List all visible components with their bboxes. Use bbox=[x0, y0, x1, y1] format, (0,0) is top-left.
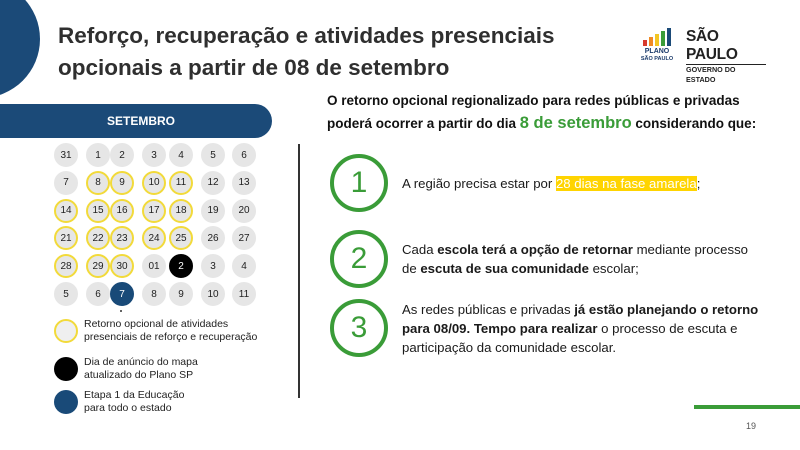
calendar-day: 8 bbox=[142, 282, 166, 306]
number-circle: 1 bbox=[330, 154, 388, 212]
calendar-day: 20 bbox=[232, 199, 256, 223]
point-text-segment: As redes públicas e privadas bbox=[402, 301, 575, 317]
point-text-segment: ; bbox=[696, 175, 701, 191]
calendar-day: 11 bbox=[232, 282, 256, 306]
point-text-segment: já estão planejando o retorno para 08/09. Tempo para realizar bbox=[402, 301, 759, 336]
calendar-day: 10 bbox=[201, 282, 225, 306]
calendar-day: 24 bbox=[142, 226, 166, 250]
intro-before: O retorno opcional regionalizado para redes públicas e privadas poderá ocorrer a partir do dia bbox=[327, 93, 740, 131]
plano-sp-logo bbox=[640, 28, 674, 62]
intro-text bbox=[327, 90, 777, 135]
calendar-day: 14 bbox=[54, 199, 78, 223]
bottom-accent-line bbox=[694, 405, 800, 409]
point-text-segment: A região precisa estar por bbox=[402, 175, 556, 191]
point-item bbox=[330, 154, 762, 212]
yellow-ring-swatch bbox=[54, 319, 78, 343]
calendar-day: 6 bbox=[86, 282, 110, 306]
calendar-day: 7 bbox=[54, 171, 78, 195]
calendar-day: 10 bbox=[142, 171, 166, 195]
calendar-day: 16 bbox=[110, 199, 134, 223]
point-text bbox=[402, 240, 762, 278]
page-title bbox=[58, 20, 578, 84]
calendar-day: 22 bbox=[86, 226, 110, 250]
legend-text-line: Etapa 1 da Educação bbox=[84, 389, 185, 401]
highlight-text: 28 dias na fase amarela bbox=[555, 175, 697, 191]
point-text-segment: escola terá a opção de retornar bbox=[437, 242, 633, 257]
legend-text-line: presenciais de reforço e recuperação bbox=[84, 331, 258, 343]
legend-text-line: Dia de anúncio do mapa bbox=[84, 356, 198, 368]
black-circle-swatch bbox=[54, 357, 78, 381]
calendar-day: 1 bbox=[86, 143, 110, 167]
intro-date-highlight: 8 de setembro bbox=[519, 114, 632, 132]
calendar-day: 26 bbox=[201, 226, 225, 250]
calendar-day: 30 bbox=[110, 254, 134, 278]
vertical-divider bbox=[298, 144, 300, 398]
point-text-segment: o processo de escuta e participação da comunidade escolar. bbox=[402, 320, 738, 355]
calendar-day: 3 bbox=[201, 254, 225, 278]
point-text-segment: mediante processo de bbox=[402, 242, 748, 276]
point-item bbox=[330, 230, 762, 288]
intro-after: considerando que: bbox=[631, 116, 757, 131]
calendar-day: 3 bbox=[142, 143, 166, 167]
number-circle: 2 bbox=[330, 230, 388, 288]
calendar-day: 2 bbox=[169, 254, 193, 278]
governo-logo-sub: GOVERNO DO ESTADO bbox=[686, 65, 736, 84]
number-circle: 3 bbox=[330, 299, 388, 357]
legend-text-line: atualizado do Plano SP bbox=[84, 369, 194, 381]
calendar-day: 6 bbox=[232, 143, 256, 167]
governo-logo-main: SÃO PAULO bbox=[686, 28, 766, 65]
dot-mark bbox=[120, 310, 122, 312]
calendar-day: 5 bbox=[54, 282, 78, 306]
calendar-day: 25 bbox=[169, 226, 193, 250]
legend-text-line: Retorno opcional de atividades bbox=[84, 318, 229, 330]
page-number: 19 bbox=[746, 421, 757, 431]
point-text bbox=[402, 174, 762, 193]
legend-item-retorno bbox=[54, 318, 284, 344]
calendar-day: 15 bbox=[86, 199, 110, 223]
calendar-day: 4 bbox=[232, 254, 256, 278]
plano-logo-word: PLANO bbox=[644, 48, 670, 55]
calendar-day: 9 bbox=[110, 171, 134, 195]
blue-circle-swatch bbox=[54, 390, 78, 414]
calendar-day: 17 bbox=[142, 199, 166, 223]
legend-item-etapa bbox=[54, 389, 284, 415]
governo-sp-logo bbox=[686, 28, 766, 84]
legend-item-anuncio bbox=[54, 356, 284, 382]
calendar-day: 27 bbox=[232, 226, 256, 250]
point-text-segment: Cada bbox=[402, 242, 438, 257]
calendar-day: 8 bbox=[86, 171, 110, 195]
plano-logo-subword: SÃO PAULO bbox=[640, 56, 674, 62]
calendar-day: 9 bbox=[169, 282, 193, 306]
calendar-day: 4 bbox=[169, 143, 193, 167]
calendar-day: 31 bbox=[54, 143, 78, 167]
title-line-1: Reforço, recuperação e atividades presenciais bbox=[58, 23, 555, 48]
month-label: SETEMBRO bbox=[106, 114, 175, 128]
point-text bbox=[402, 300, 762, 357]
month-banner bbox=[0, 104, 272, 138]
calendar-day: 28 bbox=[54, 254, 78, 278]
calendar-day: 11 bbox=[169, 171, 193, 195]
corner-decoration bbox=[0, 0, 40, 98]
calendar-day: 23 bbox=[110, 226, 134, 250]
plano-bars-icon bbox=[643, 28, 671, 46]
calendar-day: 2 bbox=[110, 143, 134, 167]
point-text-segment: escuta de sua comunidade bbox=[420, 261, 589, 276]
title-line-2: opcionais a partir de 08 de setembro bbox=[58, 55, 450, 80]
calendar-day: 5 bbox=[201, 143, 225, 167]
point-item bbox=[330, 299, 762, 357]
calendar-day: 7 bbox=[110, 282, 134, 306]
legend-text-line: para todo o estado bbox=[84, 402, 172, 414]
calendar-day: 01 bbox=[142, 254, 166, 278]
calendar-day: 21 bbox=[54, 226, 78, 250]
point-text-segment: escolar; bbox=[588, 261, 639, 276]
calendar-day: 29 bbox=[86, 254, 110, 278]
calendar-day: 19 bbox=[201, 199, 225, 223]
calendar-day: 12 bbox=[201, 171, 225, 195]
calendar-day: 13 bbox=[232, 171, 256, 195]
calendar-day: 18 bbox=[169, 199, 193, 223]
